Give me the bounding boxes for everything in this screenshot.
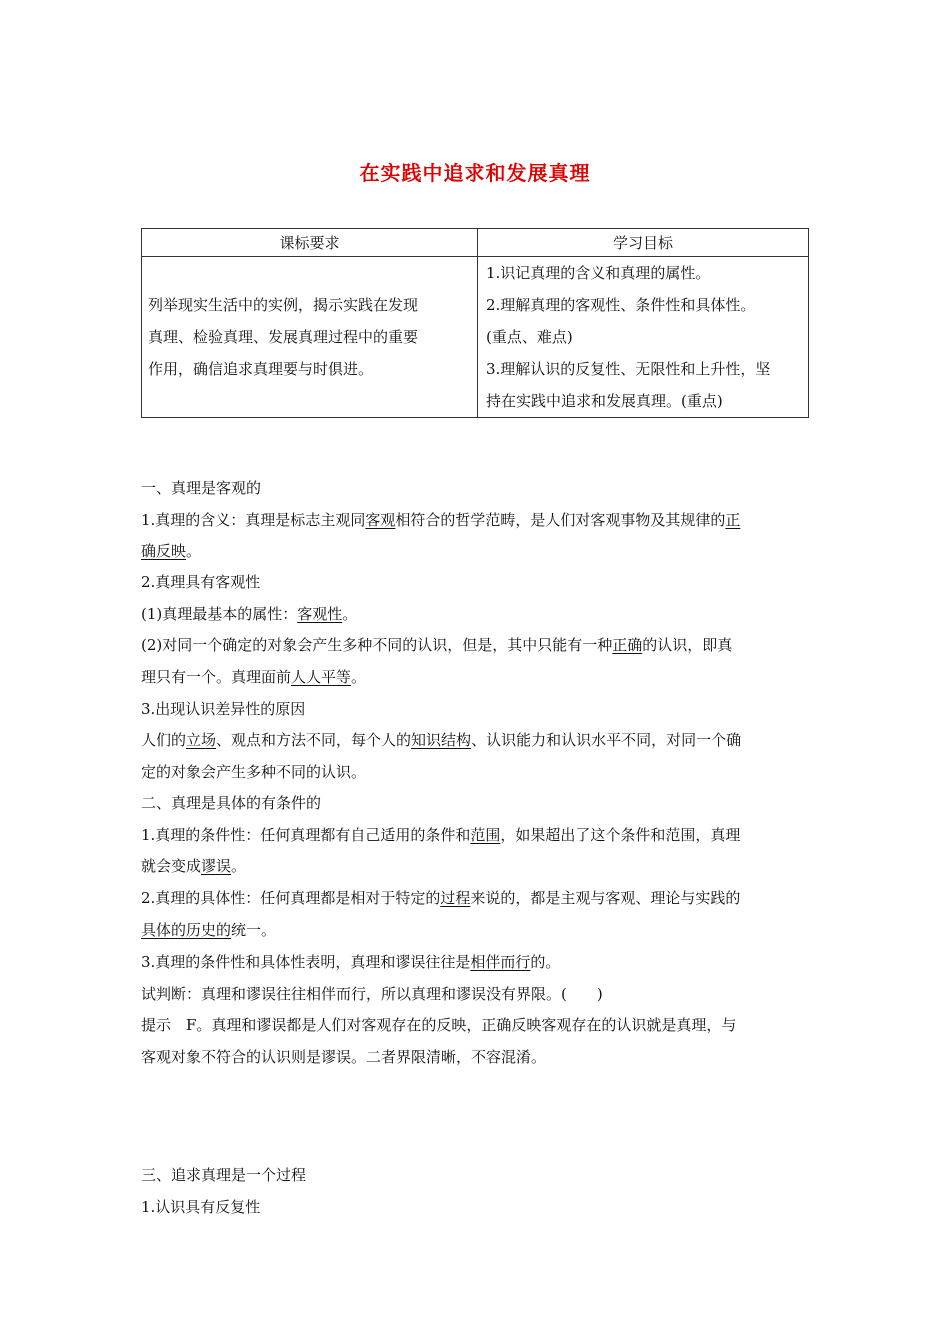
underlined-answer: 客观: [365, 511, 396, 529]
text: 的认识，即真: [642, 636, 733, 654]
paragraph-line: [141, 951, 811, 973]
hint-line: 客观对象不符合的认识则是谬误。二者界限清晰，不容混淆。: [141, 1048, 547, 1066]
requirements-table: [141, 228, 809, 418]
table-row: [142, 257, 809, 418]
underlined-answer: 客观性: [297, 605, 343, 623]
learning-objective-cell: [478, 257, 809, 418]
page-title: 在实践中追求和发展真理: [359, 161, 591, 185]
cell-line: 2.理解真理的客观性、条件性和具体性。: [486, 296, 756, 314]
text: 1.真理的含义：真理是标志主观同: [141, 511, 366, 529]
underlined-answer: 立场: [186, 731, 217, 749]
text: 、认识能力和认识水平不同，对同一个确: [471, 731, 742, 749]
paragraph-line: [141, 666, 811, 688]
text: 、观点和方法不同，每个人的: [216, 731, 412, 749]
judgment-question: 试判断：真理和谬误往往相伴而行，所以真理和谬误没有界限。( ): [141, 985, 603, 1003]
text: 就会变成: [141, 857, 202, 875]
curriculum-requirement-cell: [142, 257, 478, 418]
paragraph-line: [141, 855, 811, 877]
paragraph-line: [141, 603, 811, 625]
text: (1)真理最基本的属性：: [141, 605, 298, 623]
text: 2.真理的具体性：任何真理都是相对于特定的: [141, 889, 441, 907]
underlined-answer: 正: [725, 511, 741, 529]
header-learning-objective: 学习目标: [478, 229, 809, 257]
paragraph-line: [141, 887, 811, 909]
underlined-answer: 人人平等: [291, 668, 352, 686]
text: (2)对同一个确定的对象会产生多种不同的认识，但是，其中只能有一种: [141, 636, 613, 654]
underlined-answer: 范围: [470, 826, 501, 844]
text: 相符合的哲学范畴，是人们对客观事物及其规律的: [395, 511, 726, 529]
section-heading: 一、真理是客观的: [141, 479, 262, 497]
text: 来说的，都是主观与客观、理论与实践的: [470, 889, 741, 907]
table-header-row: [142, 229, 809, 257]
paragraph-line: 2.真理具有客观性: [141, 573, 261, 591]
underlined-answer: 正确: [612, 636, 643, 654]
paragraph-line: 定的对象会产生多种不同的认识。: [141, 763, 367, 781]
text: 1.真理的条件性：任何真理都有自己适用的条件和: [141, 826, 471, 844]
underlined-answer: 具体的历史的: [141, 921, 232, 939]
text: 。: [231, 857, 247, 875]
cell-line: 列举现实生活中的实例，揭示实践在发现: [148, 296, 419, 314]
paragraph-line: [141, 540, 811, 562]
underlined-answer: 谬误: [201, 857, 232, 875]
text: 人们的: [141, 731, 187, 749]
paragraph-line: [141, 729, 811, 751]
text: 3.真理的条件性和具体性表明，真理和谬误往往是: [141, 953, 471, 971]
text: ，如果超出了这个条件和范围，真理: [500, 826, 741, 844]
text: 。: [342, 605, 358, 623]
text: 的。: [530, 953, 561, 971]
text: 。: [186, 542, 202, 560]
text: 统一。: [231, 921, 277, 939]
paragraph-line: [141, 509, 811, 531]
cell-line: (重点、难点): [486, 328, 573, 346]
cell-line: 1.识记真理的含义和真理的属性。: [486, 264, 711, 282]
header-curriculum-requirement: 课标要求: [142, 229, 478, 257]
underlined-answer: 相伴而行: [470, 953, 531, 971]
text: 。: [351, 668, 367, 686]
section-heading: 二、真理是具体的有条件的: [141, 794, 322, 812]
underlined-answer: 过程: [440, 889, 471, 907]
cell-line: 作用，确信追求真理要与时俱进。: [148, 360, 374, 378]
paragraph-line: 1.认识具有反复性: [141, 1198, 261, 1216]
paragraph-line: 3.出现认识差异性的原因: [141, 700, 306, 718]
text: 理只有一个。真理面前: [141, 668, 292, 686]
paragraph-line: [141, 919, 811, 941]
cell-line: 3.理解认识的反复性、无限性和上升性，坚: [486, 360, 771, 378]
underlined-answer: 知识结构: [411, 731, 472, 749]
cell-line: 真理、检验真理、发展真理过程中的重要: [148, 328, 419, 346]
paragraph-line: [141, 634, 811, 656]
cell-line: 持在实践中追求和发展真理。(重点): [486, 392, 723, 410]
underlined-answer: 确反映: [141, 542, 187, 560]
section-heading: 三、追求真理是一个过程: [141, 1166, 307, 1184]
hint-line: 提示 F。真理和谬误都是人们对客观存在的反映，正确反映客观存在的认识就是真理，与: [141, 1016, 737, 1034]
paragraph-line: [141, 824, 811, 846]
